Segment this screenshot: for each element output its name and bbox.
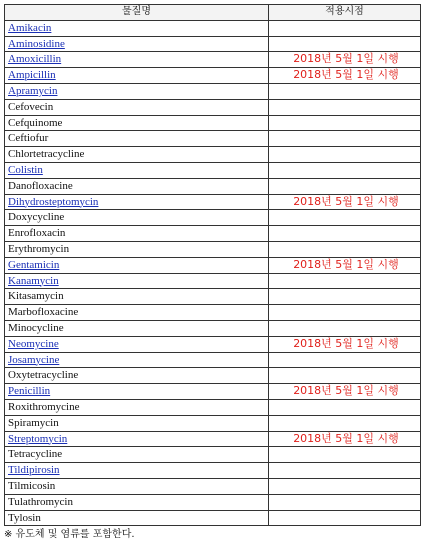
substance-name: Minocycline [5, 320, 269, 336]
substance-link[interactable]: Dihydrosteptomycin [5, 194, 269, 210]
substance-name: Erythromycin [5, 241, 269, 257]
application-date [269, 368, 421, 384]
substance-name: Cefquinome [5, 115, 269, 131]
application-date [269, 210, 421, 226]
table-row [5, 36, 421, 52]
substance-name: Oxytetracycline [5, 368, 269, 384]
table-row [5, 510, 421, 526]
application-date [269, 273, 421, 289]
substance-name: Kitasamycin [5, 289, 269, 305]
application-date [269, 478, 421, 494]
table-row [5, 431, 421, 447]
table-row [5, 99, 421, 115]
application-date [269, 162, 421, 178]
table-row [5, 384, 421, 400]
application-date: 2018년 5월 1일 시행 [269, 194, 421, 210]
table-row [5, 194, 421, 210]
table-row [5, 257, 421, 273]
table-row [5, 20, 421, 36]
substance-link[interactable]: Aminosidine [5, 36, 269, 52]
table-row [5, 336, 421, 352]
application-date [269, 36, 421, 52]
substance-name: Cefovecin [5, 99, 269, 115]
table-row [5, 210, 421, 226]
substance-link[interactable]: Colistin [5, 162, 269, 178]
substance-name: Spiramycin [5, 415, 269, 431]
application-date [269, 115, 421, 131]
application-date [269, 147, 421, 163]
application-date: 2018년 5월 1일 시행 [269, 52, 421, 68]
substance-link[interactable]: Streptomycin [5, 431, 269, 447]
substance-name: Enrofloxacin [5, 226, 269, 242]
table-row [5, 352, 421, 368]
application-date: 2018년 5월 1일 시행 [269, 68, 421, 84]
application-date [269, 83, 421, 99]
substance-name: Tetracycline [5, 447, 269, 463]
table-row [5, 289, 421, 305]
application-date [269, 463, 421, 479]
table-row [5, 52, 421, 68]
table-row [5, 305, 421, 321]
application-date [269, 131, 421, 147]
application-date [269, 399, 421, 415]
table-row [5, 368, 421, 384]
substance-name: Doxycycline [5, 210, 269, 226]
table-row [5, 494, 421, 510]
substance-link[interactable]: Neomycine [5, 336, 269, 352]
substance-link[interactable]: Penicillin [5, 384, 269, 400]
substance-name: Ceftiofur [5, 131, 269, 147]
table-row [5, 463, 421, 479]
substance-table-container [4, 4, 420, 526]
substance-link[interactable]: Apramycin [5, 83, 269, 99]
substance-name: Chlortetracycline [5, 147, 269, 163]
application-date [269, 20, 421, 36]
table-row [5, 320, 421, 336]
application-date [269, 510, 421, 526]
table-row [5, 478, 421, 494]
table-row [5, 226, 421, 242]
table-row [5, 399, 421, 415]
substance-link[interactable]: Kanamycin [5, 273, 269, 289]
substance-table [4, 4, 421, 526]
substance-link[interactable]: Tildipirosin [5, 463, 269, 479]
application-date [269, 305, 421, 321]
table-body [5, 20, 421, 526]
application-date [269, 99, 421, 115]
table-row [5, 447, 421, 463]
table-row [5, 273, 421, 289]
table-row [5, 68, 421, 84]
substance-link[interactable]: Amikacin [5, 20, 269, 36]
substance-name: Roxithromycine [5, 399, 269, 415]
application-date: 2018년 5월 1일 시행 [269, 431, 421, 447]
footnote: ※ 유도체 및 염류를 포함한다. [4, 529, 135, 540]
table-header-row [5, 5, 421, 21]
table-row [5, 162, 421, 178]
application-date [269, 320, 421, 336]
table-row [5, 415, 421, 431]
table-row [5, 83, 421, 99]
application-date [269, 289, 421, 305]
table-row [5, 241, 421, 257]
application-date [269, 241, 421, 257]
application-date [269, 494, 421, 510]
application-date: 2018년 5월 1일 시행 [269, 336, 421, 352]
substance-name: Tylosin [5, 510, 269, 526]
application-date: 2018년 5월 1일 시행 [269, 384, 421, 400]
header-substance-name: 물질명 [5, 5, 269, 21]
application-date [269, 226, 421, 242]
application-date [269, 352, 421, 368]
substance-name: Tulathromycin [5, 494, 269, 510]
table-row [5, 178, 421, 194]
application-date [269, 415, 421, 431]
substance-link[interactable]: Ampicillin [5, 68, 269, 84]
table-row [5, 131, 421, 147]
substance-link[interactable]: Josamycine [5, 352, 269, 368]
substance-name: Tilmicosin [5, 478, 269, 494]
substance-name: Marbofloxacine [5, 305, 269, 321]
application-date: 2018년 5월 1일 시행 [269, 257, 421, 273]
table-row [5, 115, 421, 131]
substance-link[interactable]: Gentamicin [5, 257, 269, 273]
header-application-date: 적용시점 [269, 5, 421, 21]
application-date [269, 447, 421, 463]
substance-link[interactable]: Amoxicillin [5, 52, 269, 68]
table-row [5, 147, 421, 163]
application-date [269, 178, 421, 194]
substance-name: Danofloxacine [5, 178, 269, 194]
